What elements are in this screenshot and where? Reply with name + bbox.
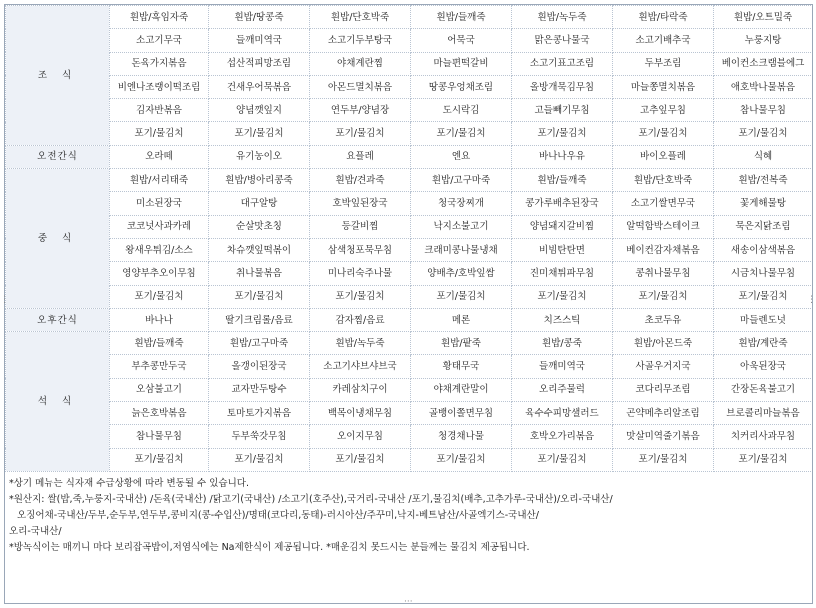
menu-cell: 아몬드멸치볶음	[310, 75, 411, 98]
menu-cell: 포기/물김치	[209, 285, 310, 308]
menu-cell: 바나나우유	[512, 145, 613, 168]
weekly-menu-table	[5, 5, 813, 472]
menu-cell: 참나물무침	[110, 425, 209, 448]
menu-cell: 영양부추오이무침	[110, 262, 209, 285]
menu-cell: 흰밥/흑임자죽	[110, 6, 209, 29]
menu-row	[6, 6, 813, 29]
menu-row	[6, 448, 813, 471]
menu-cell: 오삼불고기	[110, 378, 209, 401]
menu-cell: 차슈깻잎떡볶이	[209, 238, 310, 261]
menu-cell: 마늘쫑멸치볶음	[613, 75, 714, 98]
menu-cell: 새송이삼색볶음	[714, 238, 813, 261]
menu-cell: 포기/물김치	[512, 285, 613, 308]
meal-label: 석 식	[6, 332, 110, 472]
menu-cell: 김자반볶음	[110, 99, 209, 122]
menu-cell: 미나리숙주나물	[310, 262, 411, 285]
meal-label: 오전간식	[6, 145, 110, 168]
menu-document	[4, 4, 813, 604]
menu-cell: 늙은호박볶음	[110, 402, 209, 425]
menu-cell: 소고기무국	[110, 29, 209, 52]
menu-row	[6, 238, 813, 261]
menu-cell: 낙지소불고기	[411, 215, 512, 238]
menu-cell: 소고기쌀면무국	[613, 192, 714, 215]
menu-cell: 마늘편떡갈비	[411, 52, 512, 75]
menu-row	[6, 215, 813, 238]
resize-handle-bottom[interactable]: ···	[404, 597, 413, 607]
menu-cell: 포기/물김치	[310, 285, 411, 308]
meal-label: 오후간식	[6, 308, 110, 331]
menu-cell: 간장돈육불고기	[714, 378, 813, 401]
menu-cell: 포기/물김치	[110, 285, 209, 308]
menu-cell: 양배추/호박잎쌈	[411, 262, 512, 285]
menu-cell: 포기/물김치	[714, 448, 813, 471]
menu-cell: 진미채튀파무침	[512, 262, 613, 285]
menu-cell: 감자찜/음료	[310, 308, 411, 331]
menu-cell: 미소된장국	[110, 192, 209, 215]
menu-cell: 참나물무침	[714, 99, 813, 122]
menu-row	[6, 355, 813, 378]
menu-cell: 포기/물김치	[613, 122, 714, 145]
menu-cell: 섭산적피망조림	[209, 52, 310, 75]
menu-cell: 콩취나물무침	[613, 262, 714, 285]
menu-cell: 흰밥/들깨죽	[512, 169, 613, 192]
resize-handle-right[interactable]: ⋮	[807, 295, 816, 305]
menu-cell: 흰밥/들깨죽	[110, 332, 209, 355]
menu-cell: 흰밥/병아리콩죽	[209, 169, 310, 192]
menu-cell: 비엔나조랭이떡조림	[110, 75, 209, 98]
menu-cell: 고추잎무침	[613, 99, 714, 122]
menu-cell: 흰밥/단호박죽	[613, 169, 714, 192]
menu-cell: 육수수피망샐러드	[512, 402, 613, 425]
menu-cell: 흰밥/땅콩죽	[209, 6, 310, 29]
menu-cell: 대구알탕	[209, 192, 310, 215]
menu-cell: 시금치나물무침	[714, 262, 813, 285]
menu-cell: 포기/물김치	[310, 448, 411, 471]
resize-handle-left[interactable]: ⋮	[0, 295, 9, 305]
menu-row	[6, 402, 813, 425]
menu-cell: 흰밥/고구마죽	[411, 169, 512, 192]
menu-cell: 건새우어묵볶음	[209, 75, 310, 98]
menu-cell: 올갱이된장국	[209, 355, 310, 378]
menu-cell: 순살맛초칭	[209, 215, 310, 238]
menu-row	[6, 332, 813, 355]
menu-cell: 야채계란말이	[411, 378, 512, 401]
menu-cell: 왕새우튀김/소스	[110, 238, 209, 261]
note-change-notice: *상기 메뉴는 식자재 수급상황에 따라 변동될 수 있습니다.	[9, 477, 249, 489]
note-origin-cont-2: 오리-국내산/	[9, 525, 62, 537]
menu-row	[6, 75, 813, 98]
menu-cell: 양념돼지갈비찜	[512, 215, 613, 238]
menu-cell: 고들빼기무침	[512, 99, 613, 122]
menu-cell: 콩가루배추된장국	[512, 192, 613, 215]
menu-cell: 코다리무조림	[613, 378, 714, 401]
menu-cell: 황태무국	[411, 355, 512, 378]
menu-cell: 맑은콩나물국	[512, 29, 613, 52]
menu-cell: 치즈스틱	[512, 308, 613, 331]
menu-cell: 들깨미역국	[209, 29, 310, 52]
menu-cell: 들깨미역국	[512, 355, 613, 378]
menu-cell: 포기/물김치	[411, 122, 512, 145]
menu-cell: 흰밥/녹두죽	[512, 6, 613, 29]
menu-cell: 흰밥/단호박죽	[310, 6, 411, 29]
menu-cell: 청국장찌개	[411, 192, 512, 215]
menu-cell: 어묵국	[411, 29, 512, 52]
menu-row	[6, 29, 813, 52]
menu-cell: 사골우거지국	[613, 355, 714, 378]
menu-cell: 베이컨감자채볶음	[613, 238, 714, 261]
menu-cell: 곤약메추리알조림	[613, 402, 714, 425]
menu-cell: 코코넛사과카레	[110, 215, 209, 238]
menu-cell: 소고기배추국	[613, 29, 714, 52]
menu-cell: 바나나	[110, 308, 209, 331]
menu-cell: 포기/물김치	[411, 448, 512, 471]
menu-cell: 포기/물김치	[714, 122, 813, 145]
note-origin-cont: 오징어채-국내산/두부,순두부,연두부,콩비지(콩-수입산)/명태(코다리,동태)-러시아산/주꾸미,낙지-베트남산/사골엑기스-국내산/	[17, 509, 539, 521]
menu-cell: 메론	[411, 308, 512, 331]
menu-cell: 포기/물김치	[110, 122, 209, 145]
menu-cell: 엔요	[411, 145, 512, 168]
menu-cell: 크래미콩나물냉채	[411, 238, 512, 261]
menu-row	[6, 308, 813, 331]
menu-cell: 포기/물김치	[613, 285, 714, 308]
menu-cell: 누룽지탕	[714, 29, 813, 52]
menu-cell: 포기/물김치	[310, 122, 411, 145]
menu-cell: 포기/물김치	[411, 285, 512, 308]
menu-row	[6, 378, 813, 401]
menu-cell: 흰밥/고구마죽	[209, 332, 310, 355]
menu-cell: 도시락김	[411, 99, 512, 122]
menu-cell: 흰밥/견과죽	[310, 169, 411, 192]
menu-cell: 소고기표고조림	[512, 52, 613, 75]
menu-cell: 흰밥/콩죽	[512, 332, 613, 355]
menu-cell: 마들렌도넛	[714, 308, 813, 331]
note-special-diet: *방녹식이는 매끼니 마다 보리잡곡밥이,저염식에는 Na제한식이 제공됩니다. *매운김치 못드시는 분들께는 물김치 제공됩니다.	[9, 541, 530, 553]
menu-cell: 호박오가리볶음	[512, 425, 613, 448]
meal-label: 조 식	[6, 6, 110, 146]
menu-cell: 흰밥/서리태죽	[110, 169, 209, 192]
menu-row	[6, 192, 813, 215]
menu-cell: 알떡함박스테이크	[613, 215, 714, 238]
menu-cell: 오라떼	[110, 145, 209, 168]
menu-row	[6, 285, 813, 308]
menu-cell: 교자만두탕수	[209, 378, 310, 401]
menu-cell: 포기/물김치	[512, 448, 613, 471]
menu-cell: 아욱된장국	[714, 355, 813, 378]
menu-cell: 토마토가지볶음	[209, 402, 310, 425]
menu-cell: 두부쑥갓무침	[209, 425, 310, 448]
menu-row	[6, 425, 813, 448]
menu-cell: 포기/물김치	[714, 285, 813, 308]
menu-cell: 묵은지닭조림	[714, 215, 813, 238]
menu-cell: 베이컨소크램블에그	[714, 52, 813, 75]
menu-cell: 바이오플레	[613, 145, 714, 168]
menu-cell: 흰밥/녹두죽	[310, 332, 411, 355]
menu-cell: 꽃게해물탕	[714, 192, 813, 215]
menu-row	[6, 52, 813, 75]
menu-row	[6, 122, 813, 145]
menu-cell: 비빔탄탄면	[512, 238, 613, 261]
menu-cell: 포기/물김치	[209, 448, 310, 471]
menu-cell: 올방개묵김무침	[512, 75, 613, 98]
menu-cell: 흰밥/오트밀죽	[714, 6, 813, 29]
menu-row	[6, 262, 813, 285]
menu-cell: 초코두유	[613, 308, 714, 331]
menu-cell: 브로콜리마늘볶음	[714, 402, 813, 425]
menu-row	[6, 145, 813, 168]
menu-cell: 오리주물럭	[512, 378, 613, 401]
menu-cell: 취나물볶음	[209, 262, 310, 285]
menu-cell: 흰밥/타락죽	[613, 6, 714, 29]
menu-row	[6, 99, 813, 122]
menu-cell: 골뱅이쫄면무침	[411, 402, 512, 425]
menu-cell: 돈육가지볶음	[110, 52, 209, 75]
menu-cell: 포기/물김치	[209, 122, 310, 145]
menu-cell: 딸기크림롤/음료	[209, 308, 310, 331]
menu-cell: 야채계란찜	[310, 52, 411, 75]
menu-cell: 흰밥/아몬드죽	[613, 332, 714, 355]
menu-row	[6, 169, 813, 192]
menu-cell: 청경채나물	[411, 425, 512, 448]
menu-cell: 소고기샤브샤브국	[310, 355, 411, 378]
menu-cell: 애호박나물볶음	[714, 75, 813, 98]
menu-cell: 포기/물김치	[613, 448, 714, 471]
menu-cell: 요플레	[310, 145, 411, 168]
meal-label: 중 식	[6, 169, 110, 309]
menu-cell: 포기/물김치	[110, 448, 209, 471]
menu-cell: 오이지무침	[310, 425, 411, 448]
menu-cell: 맛살미역줄기볶음	[613, 425, 714, 448]
menu-cell: 양념깻잎지	[209, 99, 310, 122]
menu-cell: 땅콩우엉채조림	[411, 75, 512, 98]
menu-cell: 소고기두부탕국	[310, 29, 411, 52]
menu-cell: 백목이냉채무침	[310, 402, 411, 425]
menu-cell: 호박잎된장국	[310, 192, 411, 215]
menu-cell: 포기/물김치	[512, 122, 613, 145]
menu-cell: 치커리사과무침	[714, 425, 813, 448]
menu-cell: 흰밥/계란죽	[714, 332, 813, 355]
menu-cell: 두부조림	[613, 52, 714, 75]
menu-notes	[5, 472, 812, 556]
menu-cell: 흰밥/전복죽	[714, 169, 813, 192]
menu-cell: 흰밥/들깨죽	[411, 6, 512, 29]
menu-cell: 카레삼치구이	[310, 378, 411, 401]
menu-cell: 삼색청포묵무침	[310, 238, 411, 261]
menu-cell: 연두부/양념장	[310, 99, 411, 122]
menu-cell: 식혜	[714, 145, 813, 168]
note-origin: *원산지: 쌀(밥,죽,누룽지-국내산) /돈육(국내산) /닭고기(국내산) /소고기(호주산),국거리-국내산 /포기,물김치(배추,고추가루-국내산)/오리-국내산/	[9, 493, 613, 505]
menu-cell: 유기농이오	[209, 145, 310, 168]
menu-cell: 부추콩만두국	[110, 355, 209, 378]
menu-cell: 흰밥/팥죽	[411, 332, 512, 355]
menu-cell: 등갈비찜	[310, 215, 411, 238]
